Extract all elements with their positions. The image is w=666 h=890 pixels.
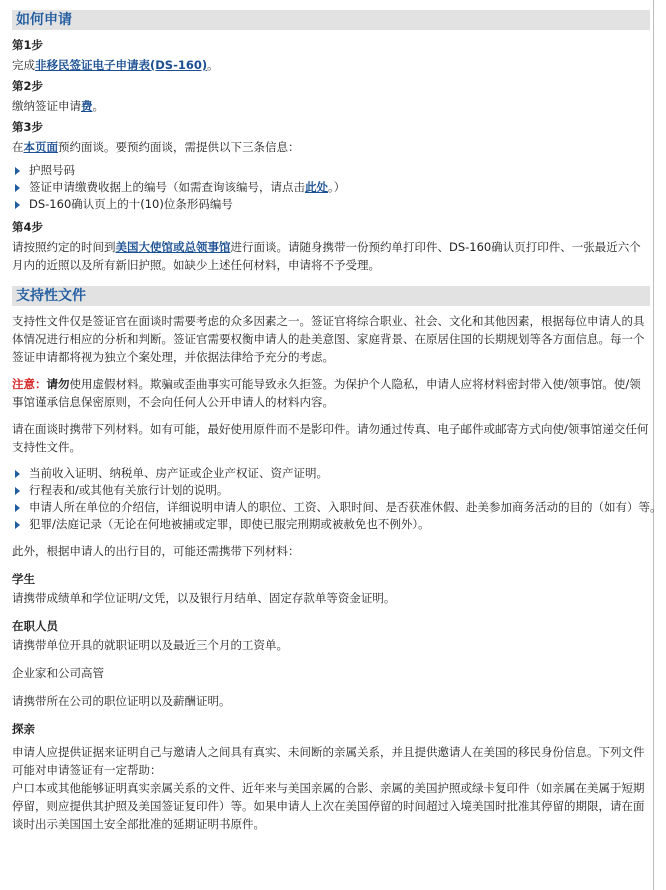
list-item-text: 护照号码: [29, 163, 75, 177]
embassy-link[interactable]: 美国大使馆或总领事馆: [115, 240, 231, 254]
student-text: 请携带成绩单和学位证明/文凭，以及银行月结单、固定存款单等资金证明。: [12, 591, 396, 605]
student-heading: 学生: [12, 572, 35, 586]
list-item-text: 犯罪/法庭记录（无论在何地被捕或定罪，即使已服完刑期或被赦免也不例外）。: [29, 517, 430, 531]
step-3-list: [12, 162, 666, 213]
list-item: [12, 499, 666, 516]
step-2-label: 第2步: [12, 79, 44, 93]
bring-documents-text: 请在面谈时携带下列材料。如有可能，最好使用原件而不是影印件。请勿通过传真、电子邮件或邮寄方式向使/领事馆递交任何支持性文件。: [12, 422, 649, 454]
list-item-text: 签证申请缴费收据上的编号（如需查询该编号，请点击: [29, 180, 305, 194]
triangle-bullet-icon: [15, 470, 20, 478]
triangle-bullet-icon: [15, 487, 20, 495]
step-4-post: 进行面谈。请随身携带一份预约单打印件、DS-160确认页打印件、一张最近六个月内的近照以及所有新旧护照。如缺少上述任何材料，申请将不予受理。: [12, 240, 641, 272]
step-1: [12, 38, 666, 74]
section-header-supporting-docs: 支持性文件: [12, 286, 650, 306]
step-1-label: 第1步: [12, 38, 44, 52]
list-item-text: 行程表和/或其他有关旅行计划的说明。: [29, 483, 229, 497]
this-page-link[interactable]: 本页面: [23, 140, 58, 154]
step-3: [12, 120, 666, 213]
list-item-text: 当前收入证明、纳税单、房产证或企业产权证、资产证明。: [29, 466, 328, 480]
family-visit-text-1: 申请人应提供证据来证明自己与邀请人之间具有真实、未间断的亲属关系，并且提供邀请人在美国的移民身份信息。下列文件可能对申请签证有一定帮助：: [12, 745, 645, 777]
fee-link[interactable]: 费: [81, 99, 93, 113]
step-3-post: 预约面谈。要预约面谈，需提供以下三条信息：: [58, 140, 300, 154]
step-1-text: [12, 56, 666, 74]
step-2-post: 。: [92, 99, 104, 113]
step-2-text: [12, 97, 666, 115]
step-2-pre: 缴纳签证申请: [12, 99, 81, 113]
support-intro: 支持性文件仅是签证官在面谈时需要考虑的众多因素之一。签证官将综合职业、社会、文化和其他因素，根据每位申请人的具体情况进行相应的分析和判断。签证官需要权衡申请人的赴美意图、家庭背景、在原居住国的长期规划等各方面信息。每一个签证申请都将视为独立个案处理，并依据法律给予充分的考虑。: [12, 314, 645, 364]
employee-heading: 在职人员: [12, 619, 58, 633]
note-bold: 请勿: [46, 377, 70, 391]
step-4-text: [12, 238, 650, 274]
triangle-bullet-icon: [15, 201, 20, 209]
step-4-label: 第4步: [12, 220, 44, 234]
step-1-pre: 完成: [12, 58, 35, 72]
step-3-text: [12, 138, 666, 156]
list-item: [12, 516, 666, 533]
step-4: [12, 220, 650, 274]
here-link[interactable]: 此处: [305, 180, 328, 194]
warning-note: [12, 375, 650, 411]
triangle-bullet-icon: [15, 184, 20, 192]
triangle-bullet-icon: [15, 521, 20, 529]
step-2: [12, 79, 666, 115]
entrepreneur-text: 请携带所在公司的职位证明以及薪酬证明。: [12, 694, 231, 708]
list-item-text: DS-160确认页上的十(10)位条形码编号: [29, 197, 233, 211]
purpose-text: 此外，根据申请人的出行目的，可能还需携带下列材料：: [12, 544, 300, 558]
documents-list: [12, 465, 666, 533]
list-item: [12, 482, 666, 499]
list-item-text: 。）: [328, 180, 346, 194]
step-1-post: 。: [207, 58, 219, 72]
list-item: [12, 196, 666, 213]
note-text: 使用虚假材料。欺骗或歪曲事实可能导致永久拒签。为保护个人隐私，申请人应将材料密封带入使/领事馆。使/领事馆谨承信息保密原则，不会向任何人公开申请人的材料内容。: [12, 377, 641, 409]
triangle-bullet-icon: [15, 504, 20, 512]
step-3-label: 第3步: [12, 120, 44, 134]
employee-text: 请携带单位开具的就职证明以及最近三个月的工资单。: [12, 638, 288, 652]
family-visit-text-2: 户口本或其他能够证明真实亲属关系的文件、近年来与美国亲属的合影、亲属的美国护照或绿卡复印件（如亲属在美属于短期停留，则应提供其护照及美国签证复印件）等。如果申请人上次在美国停留的时间超过入境美国时批准其停留的期限，请在面谈时出示美国国土安全部批准的延期证明书原件。: [12, 781, 645, 831]
step-4-pre: 请按照约定的时间到: [12, 240, 116, 254]
list-item: [12, 465, 666, 482]
ds160-form-link[interactable]: 非移民签证电子申请表(DS-160): [35, 58, 208, 72]
list-item-text: 申请人所在单位的介绍信，详细说明申请人的职位、工资、入职时间、是否获准休假、赴美参加商务活动的目的（如有）等。: [29, 500, 662, 514]
family-visit-heading: 探亲: [12, 722, 35, 736]
triangle-bullet-icon: [15, 167, 20, 175]
entrepreneur-heading: 企业家和公司高管: [12, 666, 104, 680]
list-item: [12, 179, 666, 196]
list-item: [12, 162, 666, 179]
note-label: 注意：: [12, 377, 47, 391]
section-header-how-to-apply: 如何申请: [12, 10, 650, 30]
step-3-pre: 在: [12, 140, 24, 154]
